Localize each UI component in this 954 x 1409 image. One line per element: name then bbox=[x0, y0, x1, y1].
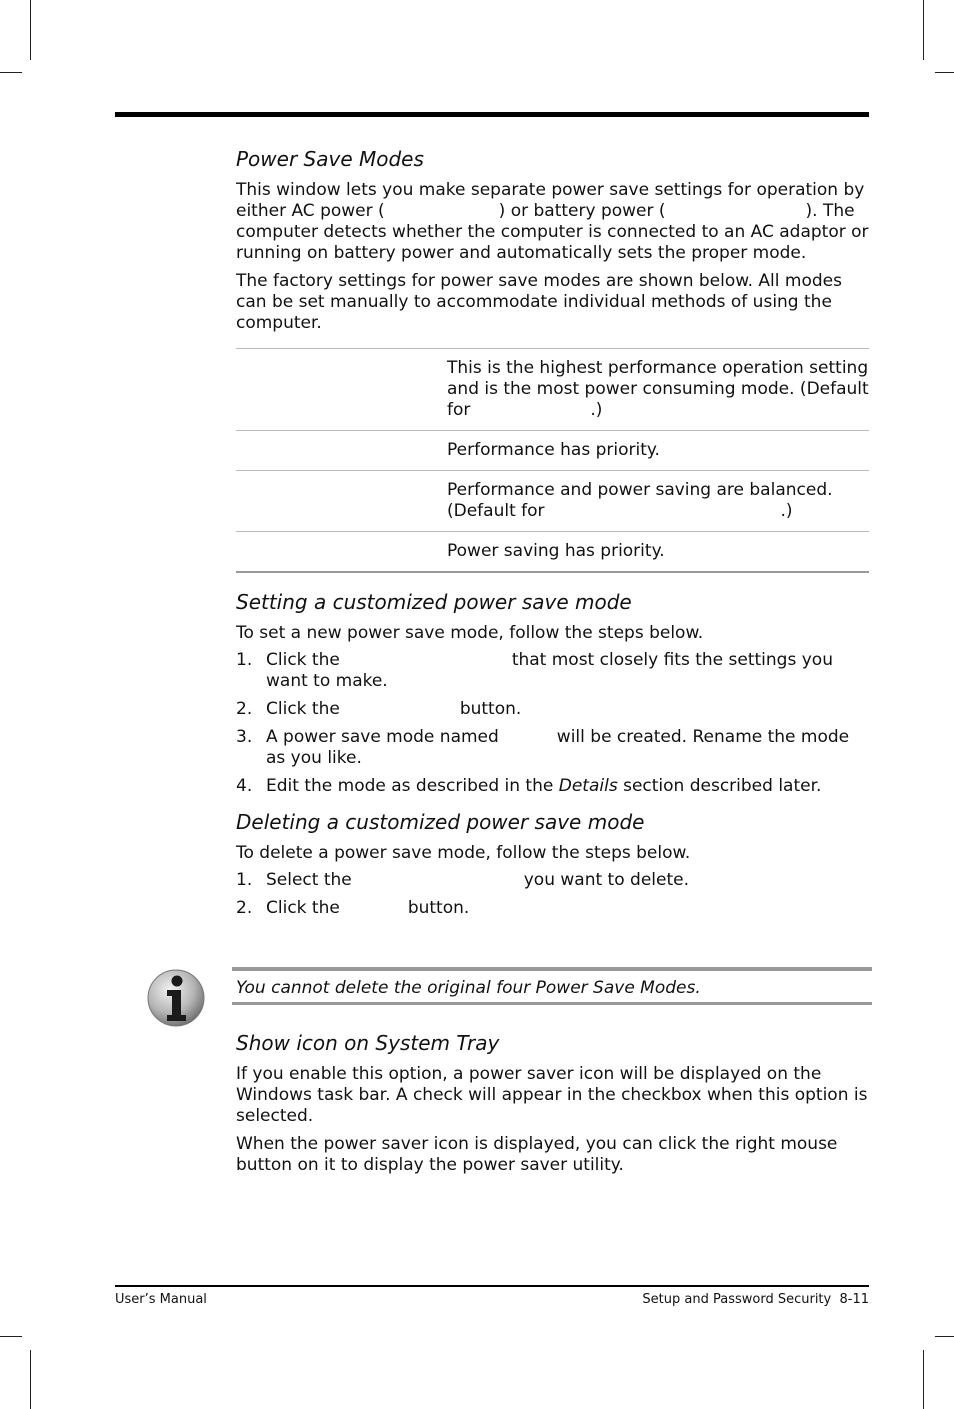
mode-description: Performance and power saving are balanced. (Default for .) bbox=[447, 480, 833, 521]
tray-section bbox=[236, 1030, 869, 1183]
setting-steps-list bbox=[236, 650, 869, 797]
paragraph: The factory settings for power save modes are shown below. All modes can be set manually to accommodate individual methods of using the computer. bbox=[236, 271, 842, 333]
crop-mark bbox=[923, 0, 924, 60]
section-heading-setting: Setting a customized power save mode bbox=[236, 590, 632, 614]
note-text: You cannot delete the original four Power Save Modes. bbox=[236, 978, 701, 998]
footer-rule bbox=[115, 1285, 869, 1287]
mode-description: Performance has priority. bbox=[447, 440, 660, 460]
paragraph: To set a new power save mode, follow the steps below. bbox=[236, 623, 704, 643]
footer-right: Setup and Password Security 8-11 bbox=[642, 1292, 869, 1307]
section-heading-power-save-modes: Power Save Modes bbox=[236, 147, 424, 171]
section-heading-deleting: Deleting a customized power save mode bbox=[236, 810, 645, 834]
paragraph: When the power saver icon is displayed, you can click the right mouse button on it to display the power saver utility. bbox=[236, 1134, 838, 1175]
crop-mark bbox=[30, 1350, 31, 1409]
section-heading-tray: Show icon on System Tray bbox=[236, 1031, 500, 1055]
footer-left: User’s Manual bbox=[115, 1292, 207, 1307]
text: ) or battery power ( bbox=[498, 201, 666, 221]
info-icon bbox=[146, 968, 206, 1028]
crop-mark bbox=[935, 1336, 954, 1337]
crop-mark bbox=[923, 1350, 924, 1409]
crop-mark bbox=[30, 0, 31, 60]
mode-name-cell bbox=[236, 431, 447, 471]
list-item: 2. Click the button. bbox=[236, 898, 470, 918]
text: This window lets you make separate power save settings for operation by either AC power ( bbox=[236, 180, 865, 221]
note-box bbox=[232, 967, 872, 1005]
deleting-steps-list bbox=[236, 870, 869, 919]
mode-description: Power saving has priority. bbox=[447, 541, 665, 561]
mode-name-cell bbox=[236, 349, 447, 431]
table-row bbox=[236, 532, 869, 573]
page-content bbox=[236, 146, 869, 926]
list-item: 1. Click the that most closely fits the settings you want to make. bbox=[236, 650, 833, 691]
table-row bbox=[236, 349, 869, 431]
list-item: 4. Edit the mode as described in the Details section described later. bbox=[236, 776, 822, 796]
list-item: 2. Click the button. bbox=[236, 699, 522, 719]
paragraph bbox=[236, 180, 869, 264]
crop-mark bbox=[0, 1336, 22, 1337]
mode-name-cell bbox=[236, 471, 447, 532]
list-item: 1. Select the you want to delete. bbox=[236, 870, 689, 890]
table-row bbox=[236, 431, 869, 471]
list-item: 3. A power save mode named will be created. Rename the mode as you like. bbox=[236, 727, 850, 768]
paragraph: If you enable this option, a power saver icon will be displayed on the Windows task bar. A check will appear in the checkbox when this option is selected. bbox=[236, 1064, 868, 1126]
crop-mark bbox=[935, 72, 954, 73]
table-row bbox=[236, 471, 869, 532]
mode-description: This is the highest performance operation setting and is the most power consuming mode. (Default for .) bbox=[447, 358, 869, 420]
header-rule bbox=[115, 112, 869, 117]
crop-mark bbox=[0, 72, 22, 73]
power-modes-table bbox=[236, 348, 869, 573]
text: ). The computer detects whether the computer is connected to an AC adaptor or running on battery power and automatically sets the proper mode. bbox=[236, 201, 869, 263]
paragraph: To delete a power save mode, follow the steps below. bbox=[236, 843, 691, 863]
mode-name-cell bbox=[236, 532, 447, 573]
